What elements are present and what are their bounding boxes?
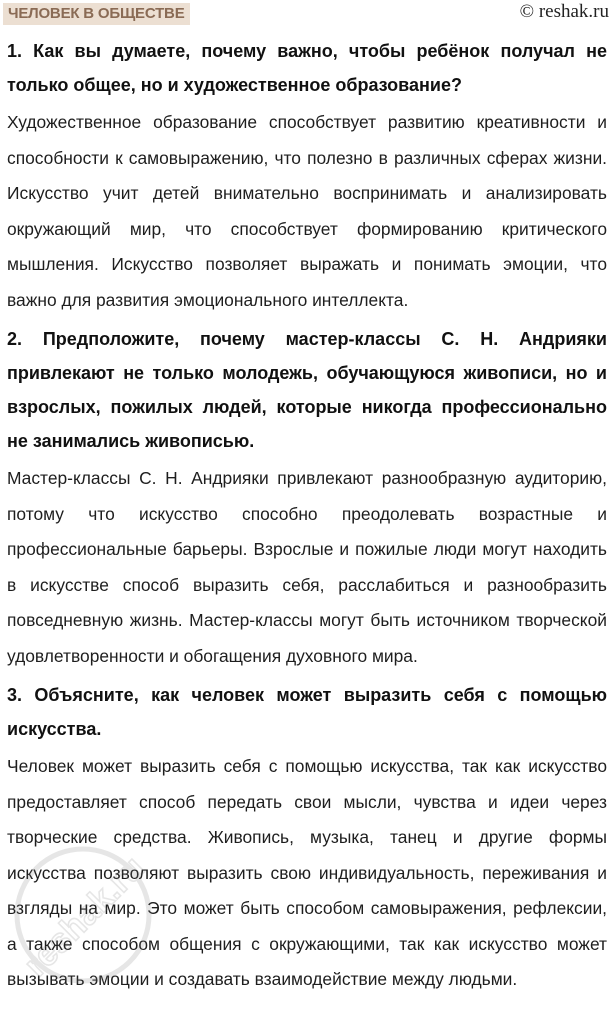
- answer-3: Человек может выразить себя с помощью искусства, так как искусство предоставляет способ передать свои мысли, чувства и идеи через творческие средства. Живопись, музыка, танец и другие формы искусства позволяют выразить свою индивидуальность, переживания и взгляды на мир. Это может быть способом самовыражения, рефлексии, а также способом общения с окружающими, так как искусство может вызывать эмоции и создавать взаимодействие между людьми.: [7, 756, 607, 989]
- question-1: 1. Как вы думаете, почему важно, чтобы ребёнок получал не только общее, но и художественное образование?: [7, 41, 607, 95]
- document-body: [7, 34, 607, 1002]
- qa-item-1: [7, 34, 607, 318]
- question-2: 2. Предположите, почему мастер-классы С. Н. Андрияки привлекают не только молодежь, обучающуюся живописи, но и взрослых, пожилых людей, которые никогда профессионально не занимались живописью.: [7, 329, 607, 451]
- answer-1: Художественное образование способствует развитию креативности и способности к самовыражению, что полезно в различных сферах жизни. Искусство учит детей внимательно воспринимать и анализировать окружающий мир, что способствует формированию критического мышления. Искусство позволяет выражать и понимать эмоции, что важно для развития эмоционального интеллекта.: [7, 112, 607, 310]
- qa-item-2: [7, 322, 607, 674]
- qa-item-3: [7, 678, 607, 998]
- answer-2: Мастер-классы С. Н. Андрияки привлекают разнообразную аудиторию, потому что искусство способно преодолевать возрастные и профессиональные барьеры. Взрослые и пожилые люди могут находить в искусстве способ выразить себя, расслабиться и разнообразить повседневную жизнь. Мастер-классы могут быть источником творческой удовлетворенности и обогащения духовного мира.: [7, 468, 607, 666]
- watermark-text: reshak.ru: [16, 848, 152, 984]
- question-3: 3. Объясните, как человек может выразить себя с помощью искусства.: [7, 685, 607, 739]
- source-credit: © reshak.ru: [519, 1, 609, 22]
- page-header: [3, 3, 613, 27]
- section-tag: ЧЕЛОВЕК В ОБЩЕСТВЕ: [3, 3, 190, 25]
